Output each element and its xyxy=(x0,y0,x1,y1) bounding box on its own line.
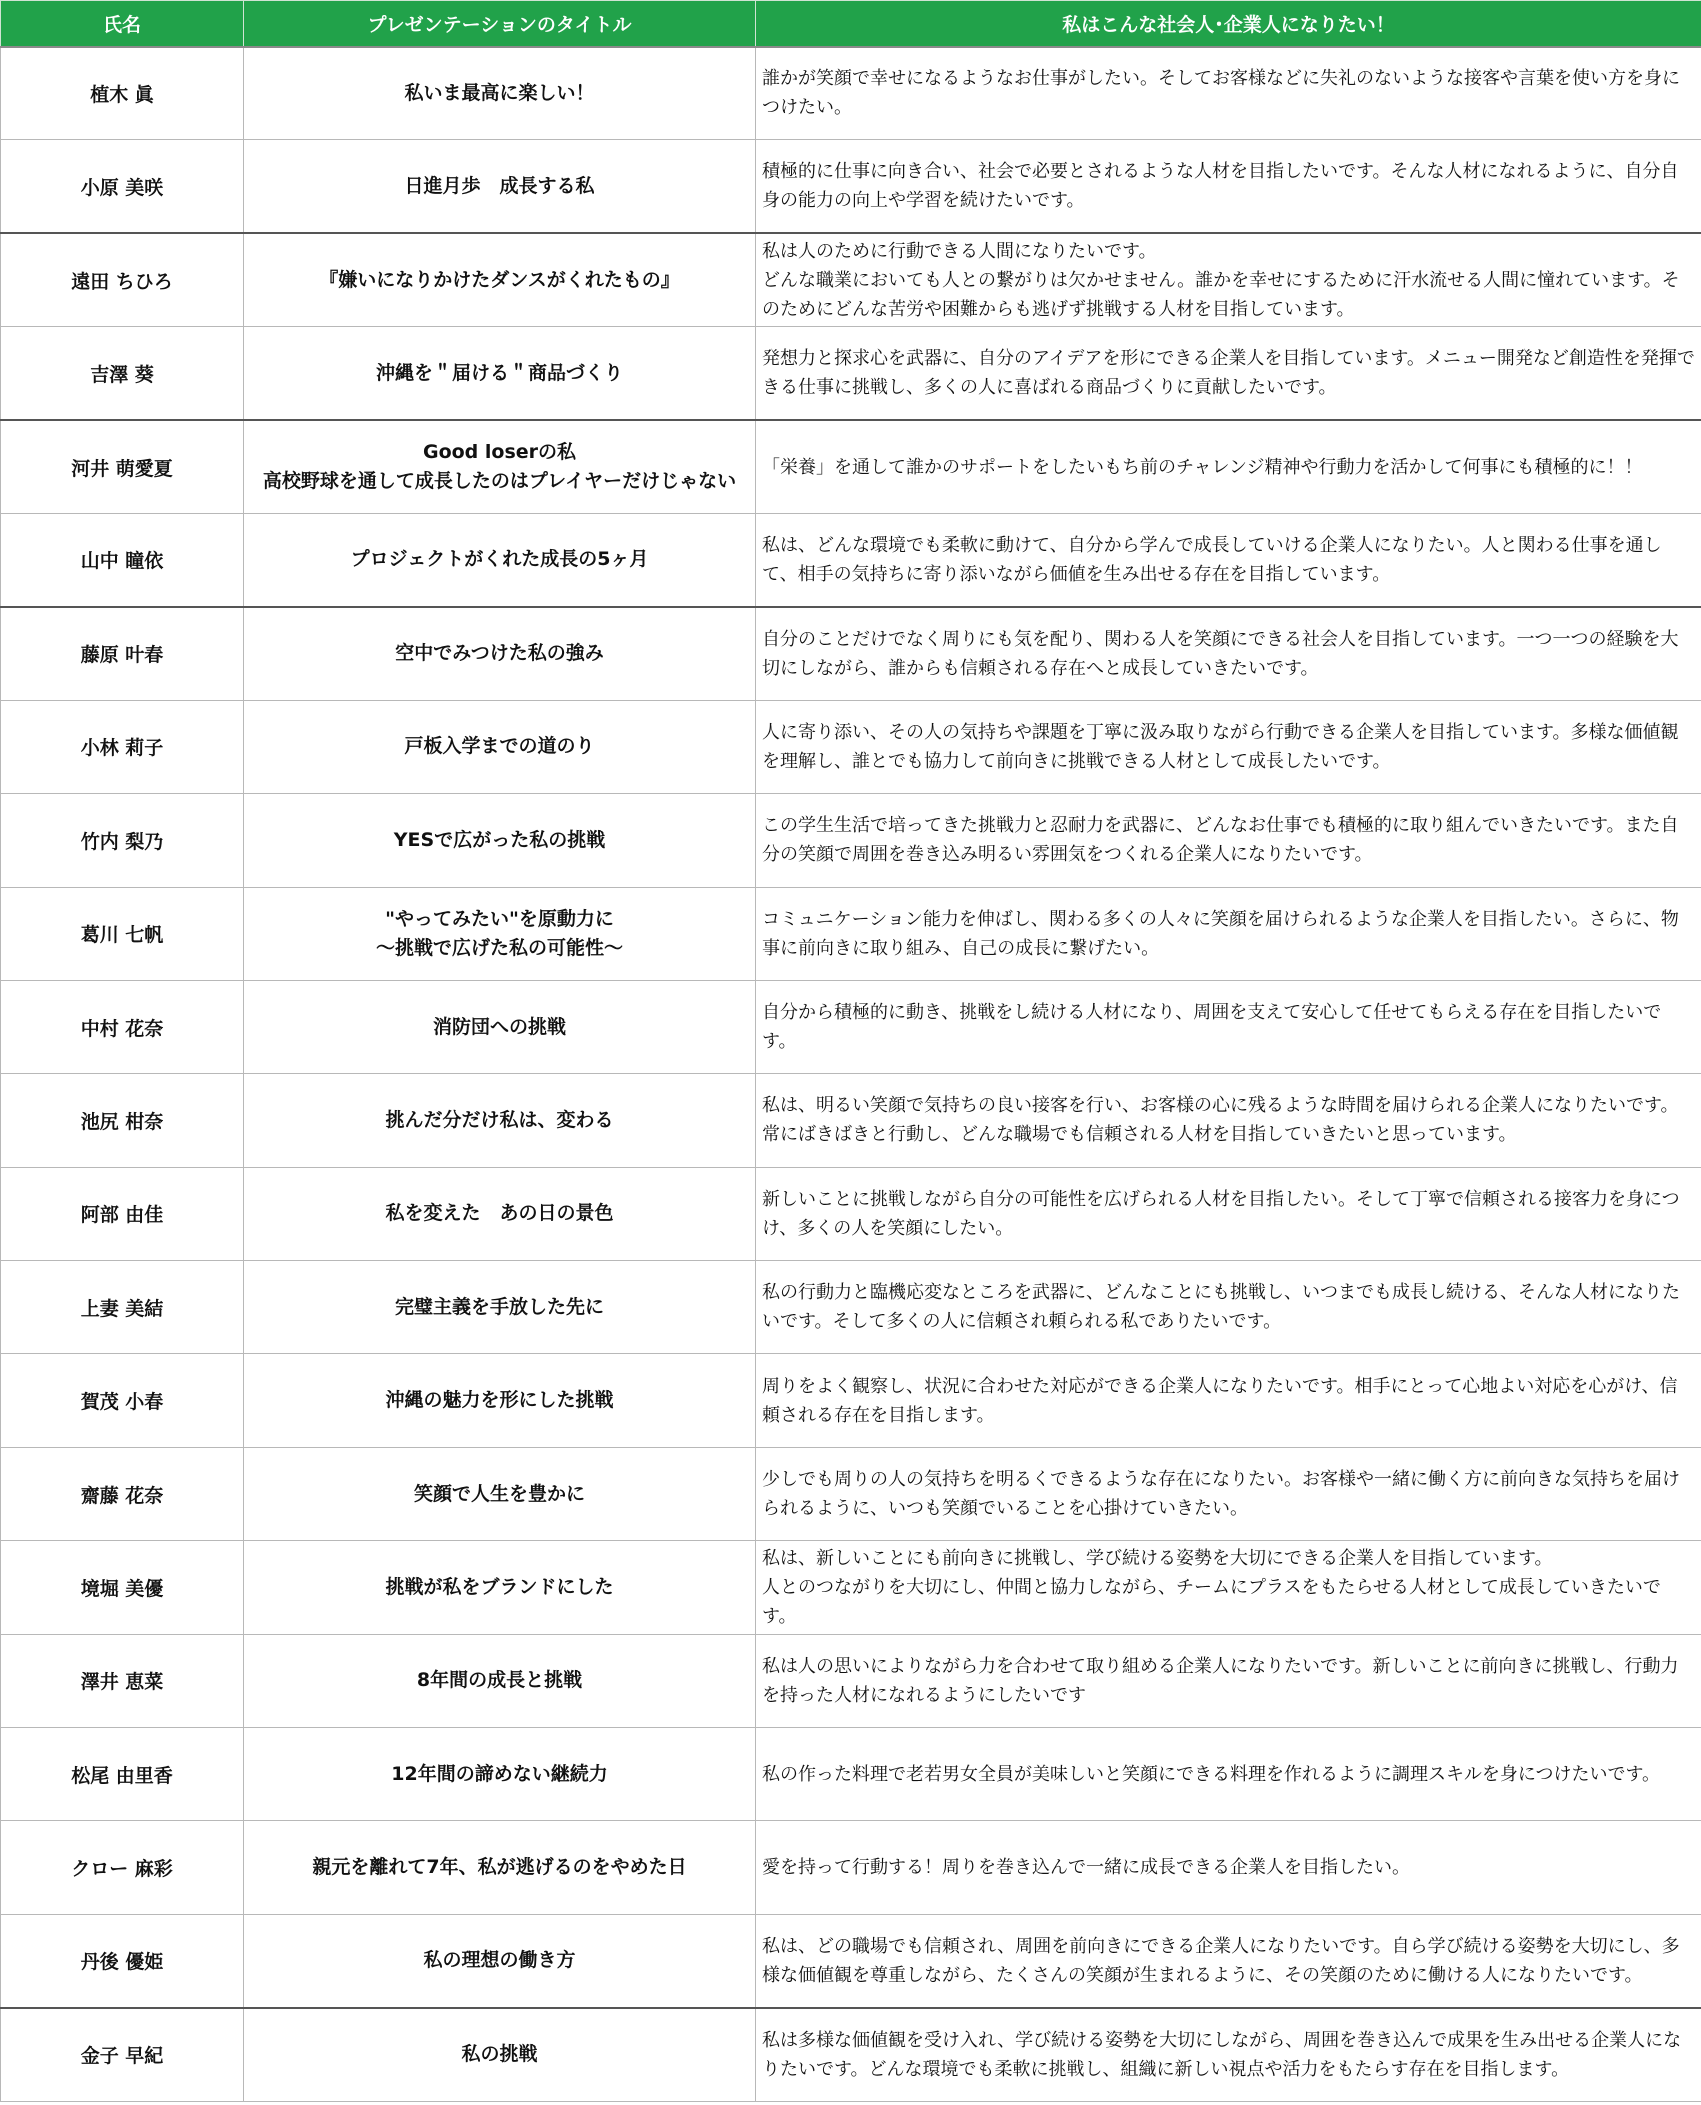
career-goal-cell: 人に寄り添い、その人の気持ちや課題を丁寧に汲み取りながら行動できる企業人を目指しています。多様な価値観を理解し、誰とでも協力して前向きに挑戦できる人材として成長したいです。 xyxy=(756,700,1701,793)
career-goal-cell: 私の作った料理で老若男女全員が美味しいと笑顔にできる料理を作れるように調理スキルを身につけたいです。 xyxy=(756,1728,1701,1821)
student-name-cell: 葛川 七帆 xyxy=(1,887,244,980)
presentation-title-cell: 戸板入学までの道のり xyxy=(244,700,756,793)
career-goal-cell: 愛を持って行動する！周りを巻き込んで一緒に成長できる企業人を目指したい。 xyxy=(756,1821,1701,1914)
presentation-title-cell: 完璧主義を手放した先に xyxy=(244,1261,756,1354)
career-goal-cell: 私は人の思いによりながら力を合わせて取り組める企業人になりたいです。新しいことに前向きに挑戦し、行動力を持った人材になれるようにしたいです xyxy=(756,1634,1701,1727)
presentation-title-cell: 私いま最高に楽しい！ xyxy=(244,47,756,140)
student-name-cell: 池尻 柑奈 xyxy=(1,1074,244,1167)
presentation-title-cell: 『嫌いになりかけたダンスがくれたもの』 xyxy=(244,233,756,326)
presentation-title-cell: 空中でみつけた私の強み xyxy=(244,607,756,700)
student-name-cell: 阿部 由佳 xyxy=(1,1167,244,1260)
career-goal-cell: 積極的に仕事に向き合い、社会で必要とされるような人材を目指したいです。そんな人材になれるように、自分自身の能力の向上や学習を続けたいです。 xyxy=(756,140,1701,233)
presentation-title-cell: 私の理想の働き方 xyxy=(244,1914,756,2007)
table-row xyxy=(1,47,1701,140)
student-name-cell: 丹後 優姫 xyxy=(1,1914,244,2007)
career-goal-cell: 私の行動力と臨機応変なところを武器に、どんなことにも挑戦し、いつまでも成長し続ける、そんな人材になりたいです。そして多くの人に信頼され頼られる私でありたいです。 xyxy=(756,1261,1701,1354)
presentation-title-cell: Good loserの私 高校野球を通して成長したのはプレイヤーだけじゃない xyxy=(244,420,756,513)
career-goal-cell: 私は、新しいことにも前向きに挑戦し、学び続ける姿勢を大切にできる企業人を目指しています。 人とのつながりを大切にし、仲間と協力しながら、チームにプラスをもたらせる人材として成長していきたいです。 xyxy=(756,1541,1701,1634)
career-goal-cell: 私は、明るい笑顔で気持ちの良い接客を行い、お客様の心に残るような時間を届けられる企業人になりたいです。常にばきばきと行動し、どんな職場でも信頼される人材を目指していきたいと思っています。 xyxy=(756,1074,1701,1167)
student-name-cell: 松尾 由里香 xyxy=(1,1728,244,1821)
student-name-cell: 上妻 美結 xyxy=(1,1261,244,1354)
student-name-cell: 遠田 ちひろ xyxy=(1,233,244,326)
presentation-title-cell: 沖縄の魅力を形にした挑戦 xyxy=(244,1354,756,1447)
table-row xyxy=(1,980,1701,1073)
career-goal-cell: 少しでも周りの人の気持ちを明るくできるような存在になりたい。お客様や一緒に働く方に前向きな気持ちを届けられるように、いつも笑顔でいることを心掛けていきたい。 xyxy=(756,1447,1701,1540)
presentation-title-cell: 私の挑戦 xyxy=(244,2008,756,2101)
presentation-title-cell: プロジェクトがくれた成長の5ヶ月 xyxy=(244,513,756,606)
table-row xyxy=(1,1541,1701,1634)
student-name-cell: 小林 莉子 xyxy=(1,700,244,793)
table-row xyxy=(1,513,1701,606)
presentation-title-cell: 挑んだ分だけ私は、変わる xyxy=(244,1074,756,1167)
career-goal-cell: 周りをよく観察し、状況に合わせた対応ができる企業人になりたいです。相手にとって心地よい対応を心がけ、信頼される存在を目指します。 xyxy=(756,1354,1701,1447)
presentation-title-cell: 私を変えた あの日の景色 xyxy=(244,1167,756,1260)
presentation-title-cell: 12年間の諦めない継続力 xyxy=(244,1728,756,1821)
table-row xyxy=(1,233,1701,326)
table-row xyxy=(1,607,1701,700)
career-goal-cell: 私は、どんな環境でも柔軟に動けて、自分から学んで成長していける企業人になりたい。人と関わる仕事を通して、相手の気持ちに寄り添いながら価値を生み出せる存在を目指しています。 xyxy=(756,513,1701,606)
student-name-cell: 河井 萌愛夏 xyxy=(1,420,244,513)
career-goal-cell: コミュニケーション能力を伸ばし、関わる多くの人々に笑顔を届けられるような企業人を目指したい。さらに、物事に前向きに取り組み、自己の成長に繋げたい。 xyxy=(756,887,1701,980)
student-name-cell: クロー 麻彩 xyxy=(1,1821,244,1914)
career-goal-cell: 私は多様な価値観を受け入れ、学び続ける姿勢を大切にしながら、周囲を巻き込んで成果を生み出せる企業人になりたいです。どんな環境でも柔軟に挑戦し、組織に新しい視点や活力をもたらす存在を目指します。 xyxy=(756,2008,1701,2101)
table-row xyxy=(1,1261,1701,1354)
table-row xyxy=(1,1821,1701,1914)
presentation-title-cell: 消防団への挑戦 xyxy=(244,980,756,1073)
career-goal-cell: 私は人のために行動できる人間になりたいです。 どんな職業においても人との繋がりは欠かせません。誰かを幸せにするために汗水流せる人間に憧れています。そのためにどんな苦労や困難からも逃げず挑戦する人材を目指しています。 xyxy=(756,233,1701,326)
table-row xyxy=(1,140,1701,233)
student-name-cell: 竹内 梨乃 xyxy=(1,794,244,887)
career-goal-cell: 私は、どの職場でも信頼され、周囲を前向きにできる企業人になりたいです。自ら学び続ける姿勢を大切にし、多様な価値観を尊重しながら、たくさんの笑顔が生まれるように、その笑顔のために働ける人になりたいです。 xyxy=(756,1914,1701,2007)
table-row xyxy=(1,1167,1701,1260)
presentation-title-cell: "やってみたい"を原動力に ～挑戦で広げた私の可能性～ xyxy=(244,887,756,980)
table-row xyxy=(1,794,1701,887)
presentation-title-cell: 沖縄を＂届ける＂商品づくり xyxy=(244,327,756,420)
table-row xyxy=(1,1914,1701,2007)
student-name-cell: 齋藤 花奈 xyxy=(1,1447,244,1540)
column-header-goal: 私はこんな社会人･企業人になりたい！ xyxy=(756,1,1701,47)
student-name-cell: 中村 花奈 xyxy=(1,980,244,1073)
student-name-cell: 植木 眞 xyxy=(1,47,244,140)
career-goal-cell: 新しいことに挑戦しながら自分の可能性を広げられる人材を目指したい。そして丁寧で信頼される接客力を身につけ、多くの人を笑顔にしたい。 xyxy=(756,1167,1701,1260)
career-goal-cell: この学生生活で培ってきた挑戦力と忍耐力を武器に、どんなお仕事でも積極的に取り組んでいきたいです。また自分の笑顔で周囲を巻き込み明るい雰囲気をつくれる企業人になりたいです。 xyxy=(756,794,1701,887)
table-row xyxy=(1,700,1701,793)
table-row xyxy=(1,2008,1701,2101)
table-row xyxy=(1,1634,1701,1727)
column-header-title: プレゼンテーションのタイトル xyxy=(244,1,756,47)
table-row xyxy=(1,1447,1701,1540)
header-row xyxy=(1,1,1701,47)
career-goal-cell: 「栄養」を通して誰かのサポートをしたいもち前のチャレンジ精神や行動力を活かして何事にも積極的に！！ xyxy=(756,420,1701,513)
table-row xyxy=(1,1354,1701,1447)
student-name-cell: 吉澤 葵 xyxy=(1,327,244,420)
career-goal-cell: 誰かが笑顔で幸せになるようなお仕事がしたい。そしてお客様などに失礼のないような接客や言葉を使い方を身につけたい。 xyxy=(756,47,1701,140)
student-name-cell: 賀茂 小春 xyxy=(1,1354,244,1447)
table-row xyxy=(1,420,1701,513)
student-name-cell: 澤井 恵菜 xyxy=(1,1634,244,1727)
career-goal-cell: 発想力と探求心を武器に、自分のアイデアを形にできる企業人を目指しています。メニュー開発など創造性を発揮できる仕事に挑戦し、多くの人に喜ばれる商品づくりに貢献したいです。 xyxy=(756,327,1701,420)
presentation-title-cell: 日進月歩 成長する私 xyxy=(244,140,756,233)
career-goal-cell: 自分のことだけでなく周りにも気を配り、関わる人を笑顔にできる社会人を目指しています。一つ一つの経験を大切にしながら、誰からも信頼される存在へと成長していきたいです。 xyxy=(756,607,1701,700)
presentation-title-cell: 親元を離れて7年、私が逃げるのをやめた日 xyxy=(244,1821,756,1914)
student-name-cell: 藤原 叶春 xyxy=(1,607,244,700)
table-row xyxy=(1,1728,1701,1821)
student-name-cell: 小原 美咲 xyxy=(1,140,244,233)
table-row xyxy=(1,327,1701,420)
table-row xyxy=(1,1074,1701,1167)
table-row xyxy=(1,887,1701,980)
presentation-title-cell: 笑顔で人生を豊かに xyxy=(244,1447,756,1540)
presentation-title-cell: 8年間の成長と挑戦 xyxy=(244,1634,756,1727)
presentation-title-cell: 挑戦が私をブランドにした xyxy=(244,1541,756,1634)
student-name-cell: 金子 早紀 xyxy=(1,2008,244,2101)
career-goal-cell: 自分から積極的に動き、挑戦をし続ける人材になり、周囲を支えて安心して任せてもらえる存在を目指したいです。 xyxy=(756,980,1701,1073)
student-name-cell: 山中 瞳依 xyxy=(1,513,244,606)
column-header-name: 氏名 xyxy=(1,1,244,47)
presentation-title-cell: YESで広がった私の挑戦 xyxy=(244,794,756,887)
student-name-cell: 境堀 美優 xyxy=(1,1541,244,1634)
